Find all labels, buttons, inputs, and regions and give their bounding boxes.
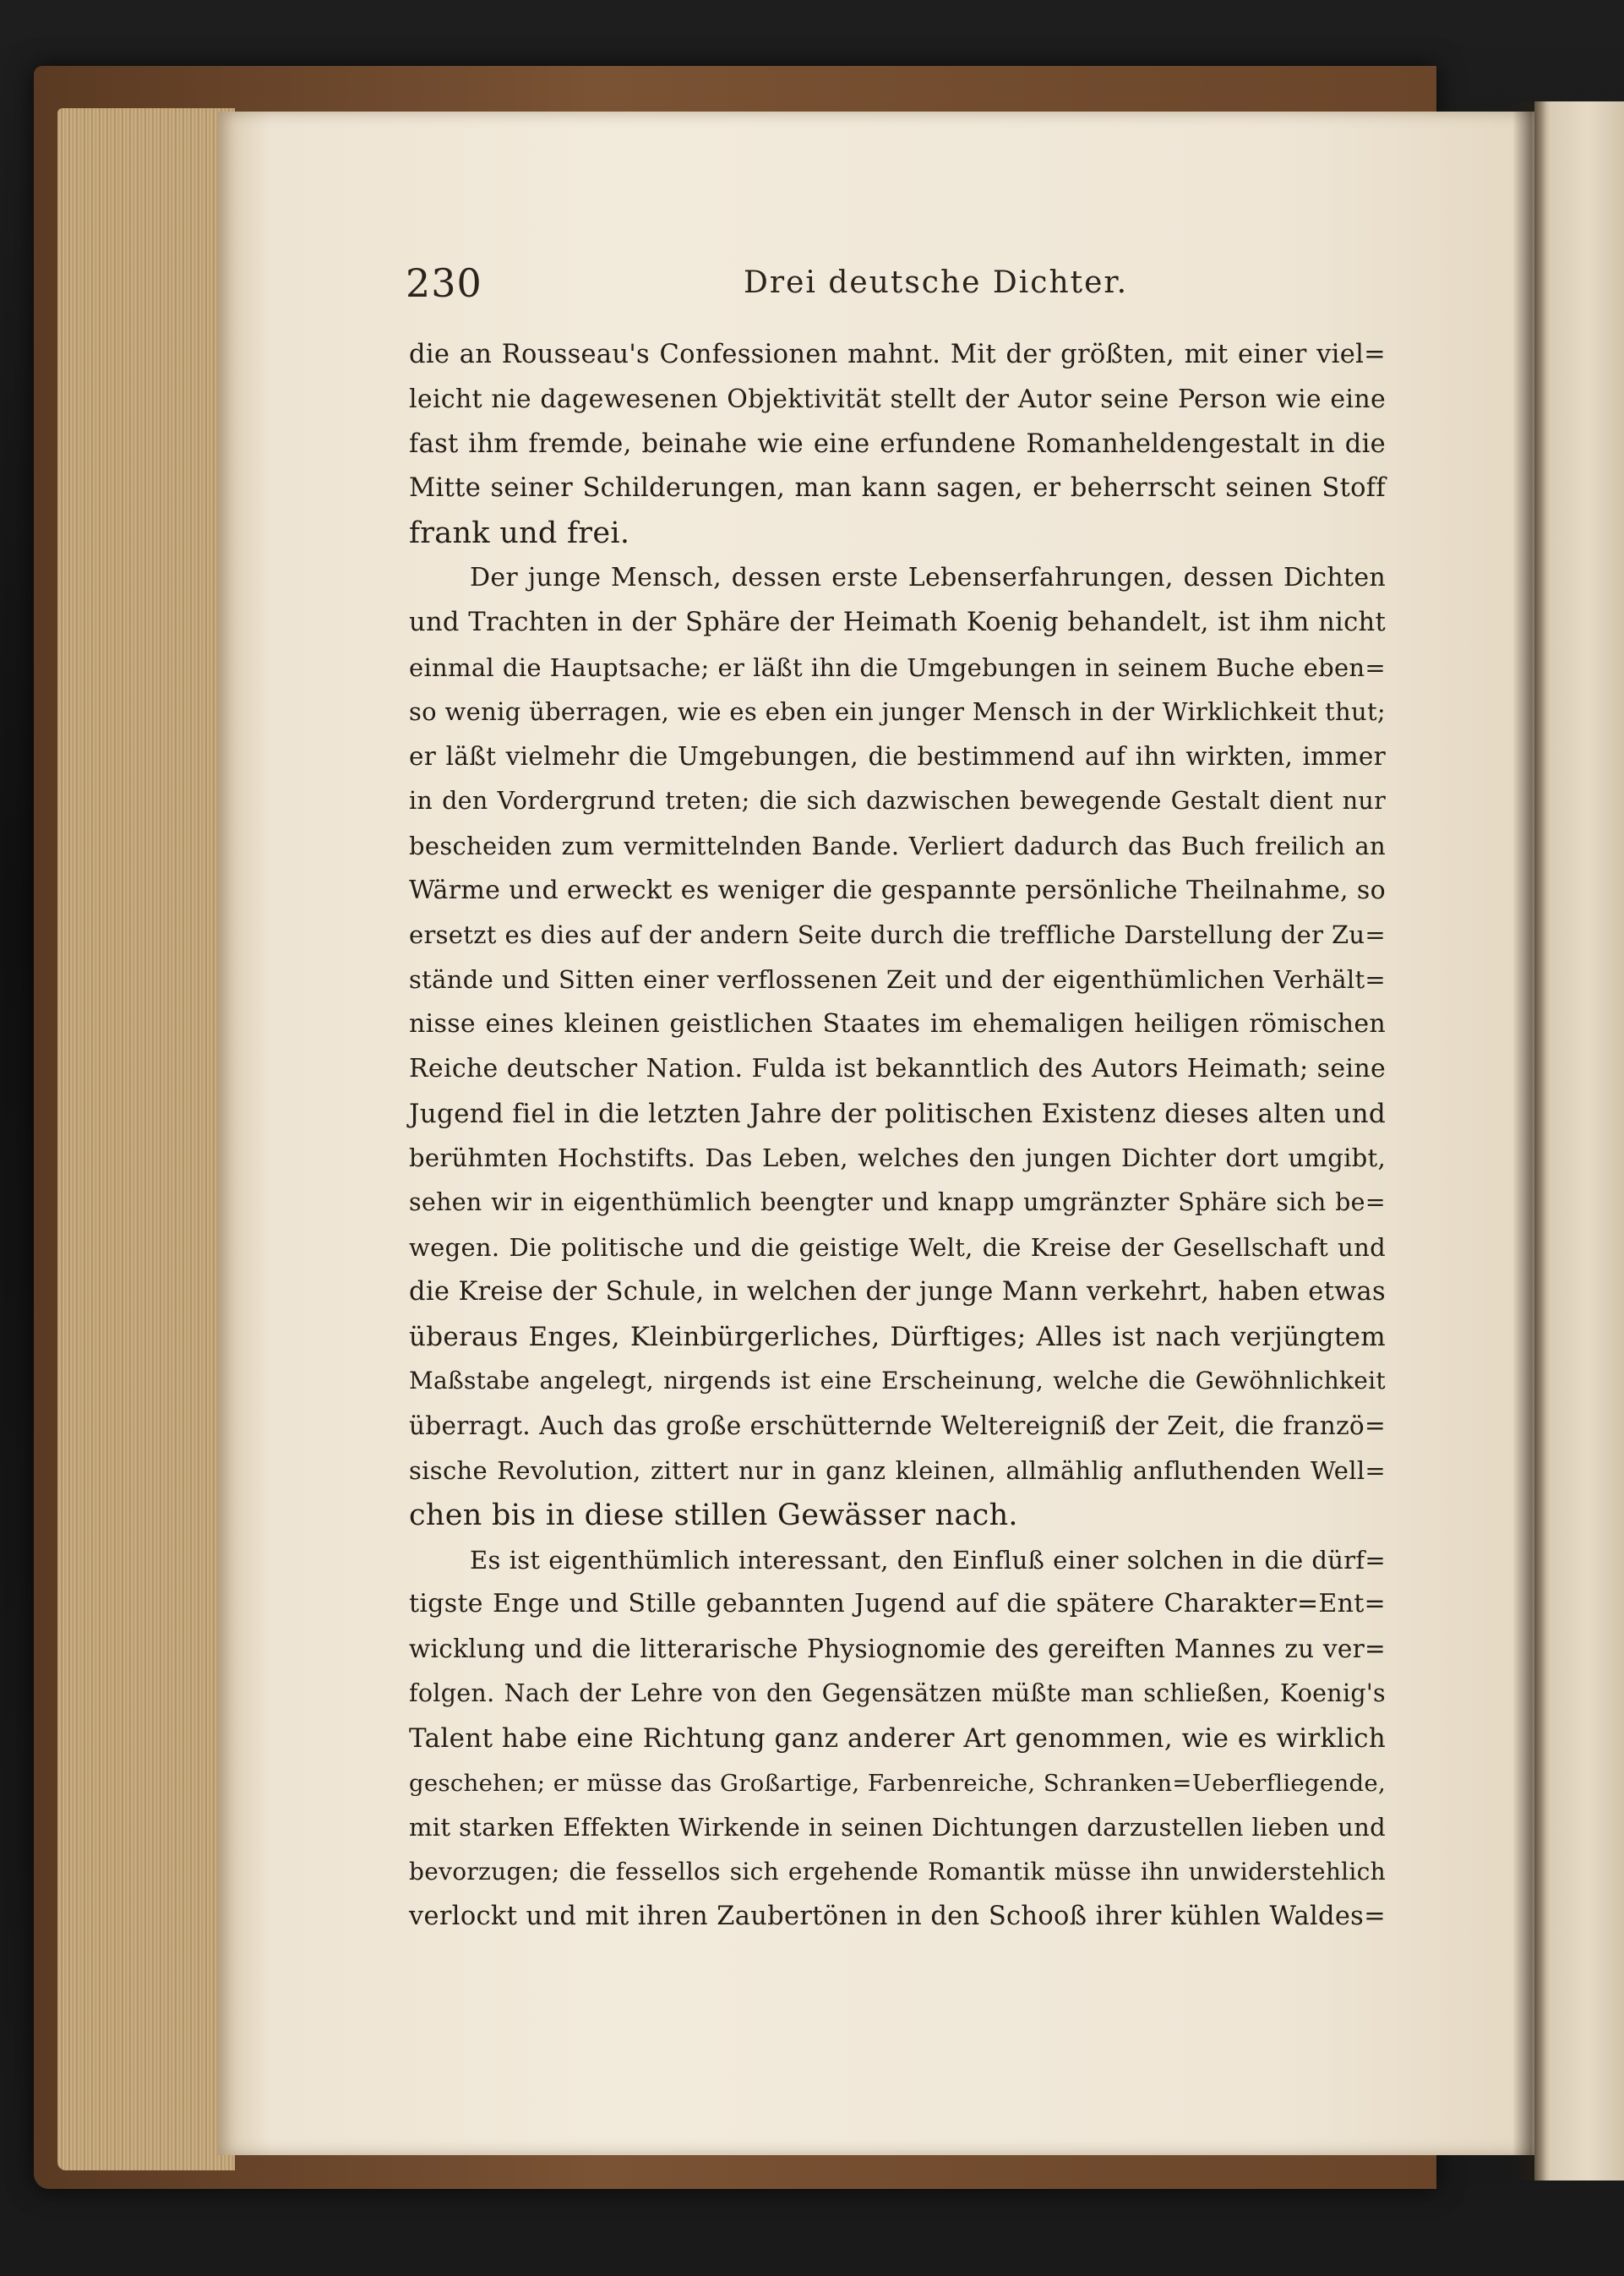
text-line: geschehen; er müsse das Großartige, Farbenreiche, Schranken=Ueberfliegende, [409, 1769, 1386, 1797]
text-line: Jugend fiel in die letzten Jahre der politischen Existenz dieses alten und [409, 1098, 1386, 1129]
text-line: wegen. Die politische und die geistige Welt, die Kreise der Gesellschaft und [409, 1232, 1386, 1262]
text-line: folgen. Nach der Lehre von den Gegensätzen müßte man schließen, Koenig's [409, 1678, 1386, 1707]
text-line: Maßstabe angelegt, nirgends ist eine Erscheinung, welche die Gewöhnlichkeit [409, 1367, 1386, 1395]
text-line: leicht nie dagewesenen Objektivität stellt der Autor seine Person wie eine [409, 384, 1386, 414]
text-line: und Trachten in der Sphäre der Heimath Koenig behandelt, ist ihm nicht [409, 607, 1386, 637]
book-gutter [1512, 101, 1546, 2180]
text-line: überaus Enges, Kleinbürgerliches, Dürftiges; Alles ist nach verjüngtem [409, 1321, 1386, 1352]
text-line: ersetzt es dies auf der andern Seite durch die treffliche Darstellung der Zu= [409, 920, 1386, 950]
running-title: Drei deutsche Dichter. [744, 265, 1129, 300]
text-line: mit starken Effekten Wirkende in seinen Dichtungen darzustellen lieben und [409, 1813, 1386, 1842]
text-line: nisse eines kleinen geistlichen Staates im ehemaligen heiligen römischen [409, 1008, 1386, 1039]
paragraph-3 [409, 1538, 1386, 1940]
text-line: sische Revolution, zittert nur in ganz kleinen, allmählig anfluthenden Well= [409, 1455, 1386, 1485]
text-line: berühmten Hochstifts. Das Leben, welches den jungen Dichter dort umgibt, [409, 1143, 1386, 1173]
running-head [406, 254, 1386, 313]
text-line: sehen wir in eigenthümlich beengter und knapp umgränzter Sphäre sich be= [409, 1188, 1386, 1217]
body-text [409, 333, 1386, 1940]
text-line: Mitte seiner Schilderungen, man kann sagen, er beherrscht seinen Stoff [409, 473, 1386, 504]
text-line: in den Vordergrund treten; die sich dazwischen bewegende Gestalt dient nur [409, 786, 1386, 815]
text-line: bescheiden zum vermittelnden Bande. Verliert dadurch das Buch freilich an [409, 831, 1386, 860]
text-line: überragt. Auch das große erschütternde Weltereigniß der Zeit, die franzö= [409, 1411, 1386, 1441]
page-edges [57, 108, 235, 2170]
text-line: Reiche deutscher Nation. Fulda ist bekanntlich des Autors Heimath; seine [409, 1053, 1386, 1083]
text-line: die an Rousseau's Confessionen mahnt. Mit der größten, mit einer viel= [409, 340, 1386, 369]
text-line: stände und Sitten einer verflossenen Zeit und der eigenthümlichen Verhält= [409, 965, 1386, 995]
text-line: wicklung und die litterarische Physiognomie des gereiften Mannes zu ver= [409, 1635, 1386, 1664]
text-line: fast ihm fremde, beinahe wie eine erfundene Romanheldengestalt in die [409, 428, 1386, 459]
text-line: Es ist eigenthümlich interessant, den Einfluß einer solchen in die dürf= [470, 1545, 1386, 1575]
paragraph-1 [409, 333, 1386, 556]
text-line: Der junge Mensch, dessen erste Lebenserfahrungen, dessen Dichten [470, 562, 1386, 592]
text-line: verlockt und mit ihren Zaubertönen in den Schooß ihrer kühlen Waldes= [409, 1901, 1386, 1931]
text-line: so wenig überragen, wie es eben ein junger Mensch in der Wirklichkeit thut; [409, 697, 1386, 727]
text-line: frank und frei. [409, 516, 630, 551]
text-line: tigste Enge und Stille gebannten Jugend auf die spätere Charakter=Ent= [409, 1589, 1386, 1619]
text-line: die Kreise der Schule, in welchen der junge Mann verkehrt, haben etwas [409, 1276, 1386, 1307]
text-line: Wärme und erweckt es weniger die gespannte persönliche Theilnahme, so [409, 875, 1386, 905]
text-line: chen bis in diese stillen Gewässer nach. [409, 1498, 1018, 1532]
page-number: 230 [406, 260, 482, 306]
text-line: er läßt vielmehr die Umgebungen, die bestimmend auf ihn wirkten, immer [409, 742, 1386, 772]
text-line: Talent habe eine Richtung ganz anderer Art genommen, wie es wirklich [409, 1722, 1386, 1754]
next-page-edge [1534, 101, 1624, 2180]
text-line: einmal die Hauptsache; er läßt ihn die Umgebungen in seinem Buche eben= [409, 652, 1386, 682]
text-line: bevorzugen; die fessellos sich ergehende Romantik müsse ihn unwiderstehlich [409, 1858, 1386, 1886]
paragraph-2 [409, 556, 1386, 1538]
